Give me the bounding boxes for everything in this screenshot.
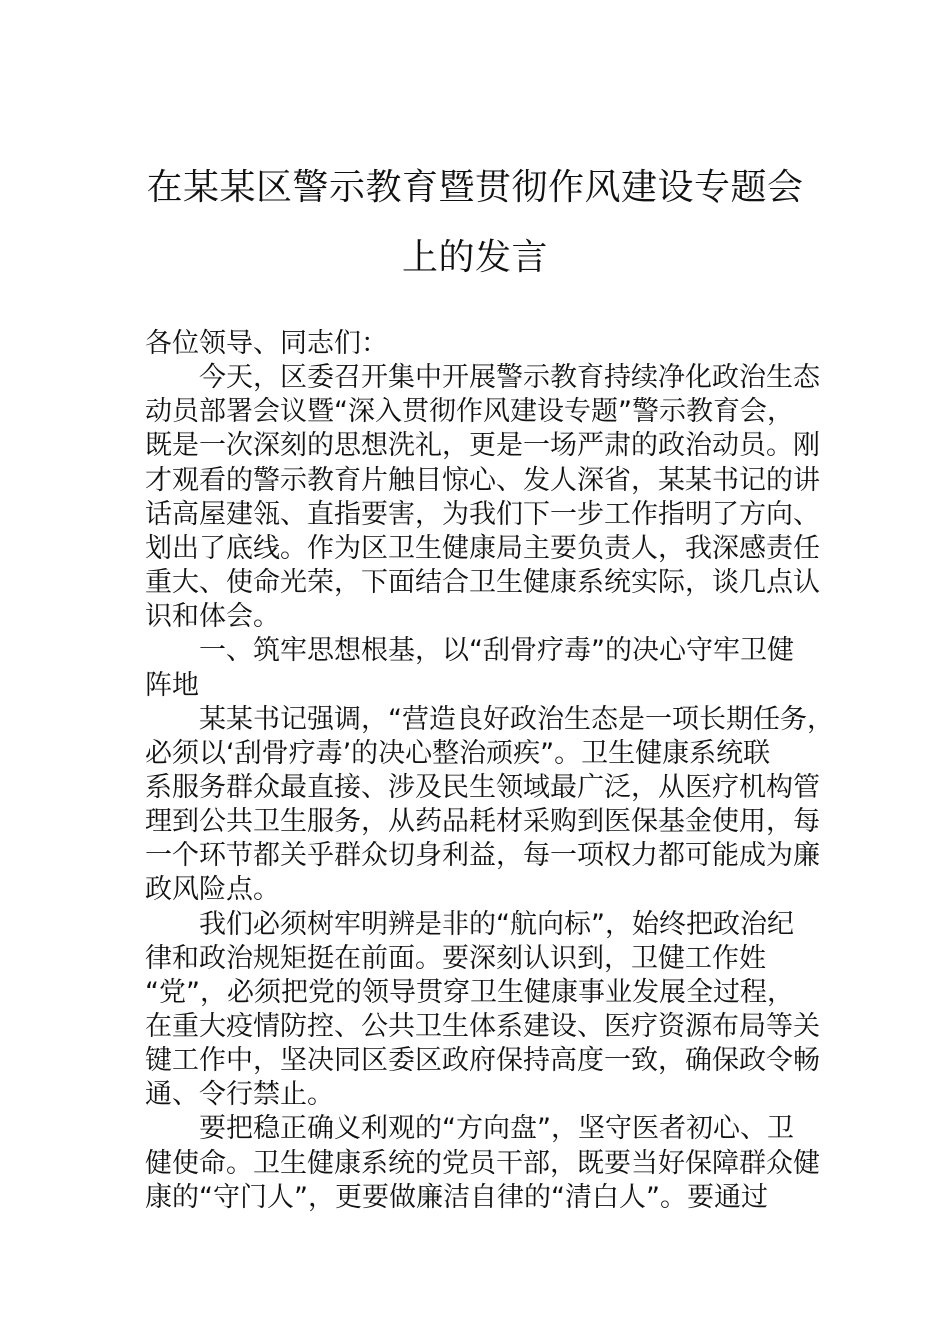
document-title-line-1: 在某某区警示教育暨贯彻作风建设专题会 xyxy=(146,167,804,208)
body-line: 一、筑牢思想根基，以“刮骨疗毒”的决心守牢卫健 xyxy=(145,635,794,667)
body-line: 重大、使命光荣，下面结合卫生健康系统实际，谈几点认 xyxy=(145,567,820,599)
body-line: 律和政治规矩挺在前面。要深刻认识到，卫健工作姓 xyxy=(145,942,766,974)
body-line: 政风险点。 xyxy=(145,874,280,906)
body-line: 各位领导、同志们： xyxy=(145,328,388,359)
body-line: 系服务群众最直接、涉及民生领域最广泛，从医疗机构管 xyxy=(145,771,820,803)
body-line: 识和体会。 xyxy=(145,601,280,633)
body-line: 话高屋建瓴、直指要害，为我们下一步工作指明了方向、 xyxy=(145,498,820,530)
body-line: 动员部署会议暨“深入贯彻作风建设专题”警示教育会， xyxy=(145,396,794,428)
body-line: 通、令行禁止。 xyxy=(145,1079,334,1111)
body-line: 阵地 xyxy=(145,669,199,701)
body-line: 键工作中，坚决同区委区政府保持高度一致，确保政令畅 xyxy=(145,1045,820,1077)
body-line: 才观看的警示教育片触目惊心、发人深省，某某书记的讲 xyxy=(145,464,820,496)
body-line: 必须以‘刮骨疗毒’的决心整治顽疾”。卫生健康系统联 xyxy=(145,737,771,769)
body-line: “党”，必须把党的领导贯穿卫生健康事业发展全过程， xyxy=(145,976,794,1008)
body-line: 理到公共卫生服务，从药品耗材采购到医保基金使用，每 xyxy=(145,806,820,838)
body-line: 某某书记强调，“营造良好政治生态是一项长期任务， xyxy=(145,703,834,735)
body-line: 要把稳正确义利观的“方向盘”，坚守医者初心、卫 xyxy=(145,1113,794,1145)
body-line: 一个环节都关乎群众切身利益，每一项权力都可能成为廉 xyxy=(145,840,820,872)
body-line: 今天，区委召开集中开展警示教育持续净化政治生态 xyxy=(145,362,820,394)
body-line: 在重大疫情防控、公共卫生体系建设、医疗资源布局等关 xyxy=(145,1011,820,1042)
body-line: 我们必须树牢明辨是非的“航向标”，始终把政治纪 xyxy=(145,908,794,940)
body-line: 康的“守门人”，更要做廉洁自律的“清白人”。要通过 xyxy=(145,1181,768,1213)
body-line: 既是一次深刻的思想洗礼，更是一场严肃的政治动员。刚 xyxy=(145,430,820,462)
body-line: 健使命。卫生健康系统的党员干部，既要当好保障群众健 xyxy=(145,1147,820,1179)
body-line: 划出了底线。作为区卫生健康局主要负责人，我深感责任 xyxy=(145,532,820,564)
document-title-line-2: 上的发言 xyxy=(401,237,548,278)
